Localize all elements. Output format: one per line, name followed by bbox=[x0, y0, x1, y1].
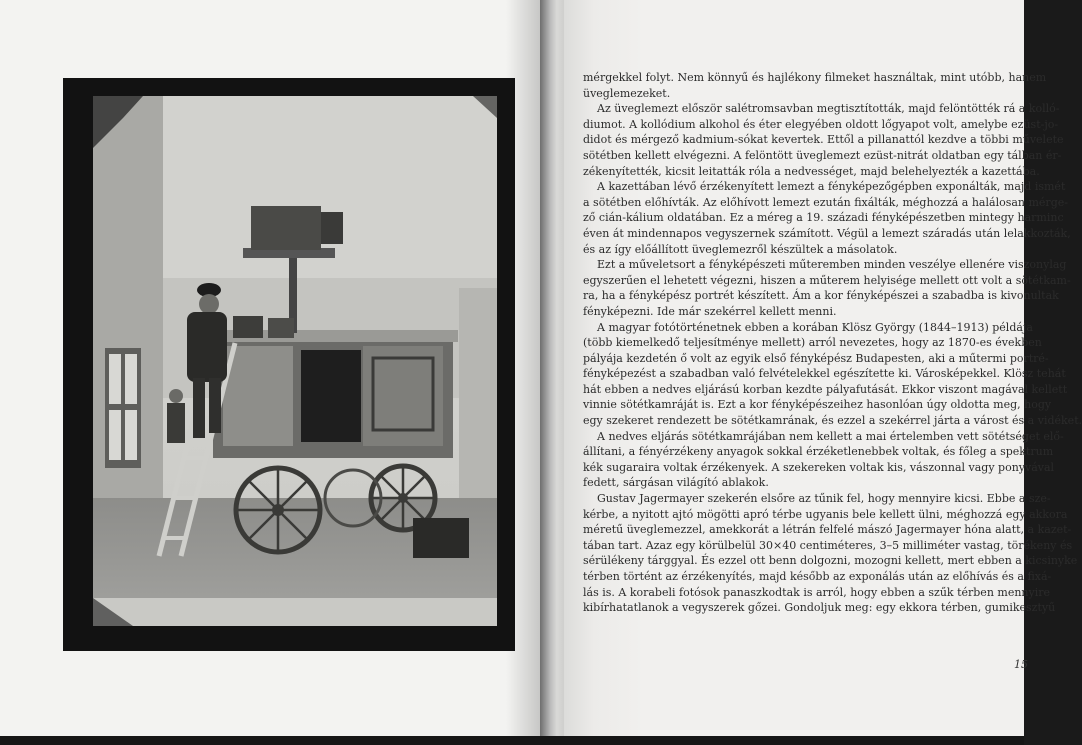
body-text bbox=[583, 70, 1082, 616]
text-line: diumot. A kollódium alkohol és éter elegyében oldott lőgyapot volt, amelybe ezüst-jo- bbox=[583, 117, 1059, 131]
text-line: állítani, a fényérzékeny anyagok sokkal érzéketlenebbek voltak, és főleg a spektrum bbox=[583, 445, 1054, 459]
text-line: üveglemezeket. bbox=[583, 86, 671, 100]
text-line: éven át mindennapos vegyszernek számított. Végül a lemezt száradás után lelakkozták, bbox=[583, 226, 1071, 240]
text-line: méretű üveglemezzel, amekkorát a létrán felfelé mászó Jagermayer hóna alatt, a kazet- bbox=[583, 523, 1072, 537]
text-line: fedett, sárgásan világító ablakok. bbox=[583, 476, 769, 490]
text-line: és az így előállított üveglemezről készültek a másolatok. bbox=[583, 242, 898, 256]
wagon-darkroom-photo bbox=[63, 78, 515, 651]
text-line: lás is. A korabeli fotósok panaszkodtak is arról, hogy ebben a szűk térben mennyire bbox=[583, 585, 1051, 599]
text-line: sötétben kellett elvégezni. A felöntött üveglemezt ezüst-nitrát oldatban egy tálban ér- bbox=[583, 148, 1062, 162]
text-line: A magyar fotótörténetnek ebben a korában Klösz György (1844–1913) példája bbox=[597, 320, 1033, 334]
text-line: Az üveglemezt először salétromsavban megtisztították, majd felöntötték rá a kolló- bbox=[597, 102, 1060, 116]
text-line: egyszerűen el lehetett végezni, hiszen a műterem helyisége mellett ott volt a sötétkam- bbox=[583, 273, 1071, 287]
text-line: A nedves eljárás sötétkamrájában nem kellett a mai értelemben vett sötétséget elő- bbox=[597, 429, 1064, 443]
text-line: vinnie sötétkamráját is. Ezt a kor fényképészeihez hasonlóan úgy oldotta meg, hogy bbox=[583, 398, 1052, 412]
text-line: térben történt az érzékenyítés, majd később az exponálás után az előhívás és a fixá- bbox=[583, 570, 1052, 583]
text-line: kérbe, a nyitott ajtó mögötti apró térbe ugyanis bele kellett ülni, méghozzá egy akkora bbox=[583, 507, 1068, 521]
scan-edge bbox=[0, 736, 1024, 745]
left-page bbox=[0, 0, 540, 745]
right-page bbox=[564, 0, 1082, 745]
text-line: mérgekkel folyt. Nem könnyű és hajlékony filmeket használtak, mint utóbb, hanem bbox=[583, 71, 1047, 84]
text-line: Gustav Jagermayer szekerén elsőre az tűnik fel, hogy mennyire kicsi. Ebbe a sze- bbox=[597, 492, 1051, 506]
text-line: Ezt a műveletsort a fényképészeti műteremben minden veszélye ellenére viszonylag bbox=[597, 258, 1067, 272]
text-line: fényképezést a szabadban való felvételekkel egészítette ki. Városképekkel. Klösz tehát bbox=[583, 367, 1066, 381]
text-line: ző cián-kálium oldatában. Ez a méreg a 19. századi fényképészetben mintegy harminc bbox=[583, 211, 1064, 225]
text-line: (több kiemelkedő teljesítménye mellett) arról nevezetes, hogy az 1870-es években bbox=[583, 336, 1042, 350]
text-line: a sötétben előhívták. Az előhívott lemezt ezután fixálták, méghozzá a halálosan mérge- bbox=[583, 195, 1068, 209]
text-line: kibírhatatlanok a vegyszerek gőzei. Gondoljuk meg: egy ekkora térben, gumikesztyű bbox=[583, 601, 1056, 615]
text-line: zékenyítették, kicsit leitatták róla a nedvességet, majd belehelyezték a kazettába. bbox=[583, 164, 1040, 178]
text-line: sérülékeny tárggyal. És ezzel ott benn dolgozni, mozogni kellett, mert ebben a kicsinyke bbox=[583, 554, 1078, 568]
text-line: egy szekeret rendezett be sötétkamrának, és ezzel a szekérrel járta a várost és a vidéket. bbox=[583, 414, 1082, 428]
text-line: didot és mérgező kadmium-sókat kevertek. Ettől a pillanattól kezdve a többi művelete bbox=[583, 133, 1064, 147]
book-gutter bbox=[540, 0, 564, 745]
text-line: hát ebben a nedves eljárású korban kezdte pályafutását. Ekkor viszont magával kellett bbox=[583, 382, 1068, 396]
text-line: fényképezni. Ide már szekérrel kellett menni. bbox=[583, 304, 837, 318]
text-line: pályája kezdetén ő volt az egyik első fényképész Budapesten, aki a műtermi portré- bbox=[583, 351, 1049, 365]
text-line: ra, ha a fényképész portrét készített. Ám a kor fényképészei a szabadba is kivonultak bbox=[583, 289, 1059, 303]
text-line: kék sugaraira voltak érzékenyek. A szekereken voltak kis, vászonnal vagy ponyvával bbox=[583, 460, 1055, 474]
text-line: A kazettában lévő érzékenyített lemezt a fényképezőgépben exponálták, majd ismét bbox=[597, 180, 1066, 194]
page-number: 15 bbox=[1014, 658, 1028, 671]
text-line: tában tart. Azaz egy körülbelül 30×40 centiméteres, 3–5 milliméter vastag, törékeny és bbox=[583, 538, 1073, 552]
historical-photograph bbox=[63, 78, 515, 651]
